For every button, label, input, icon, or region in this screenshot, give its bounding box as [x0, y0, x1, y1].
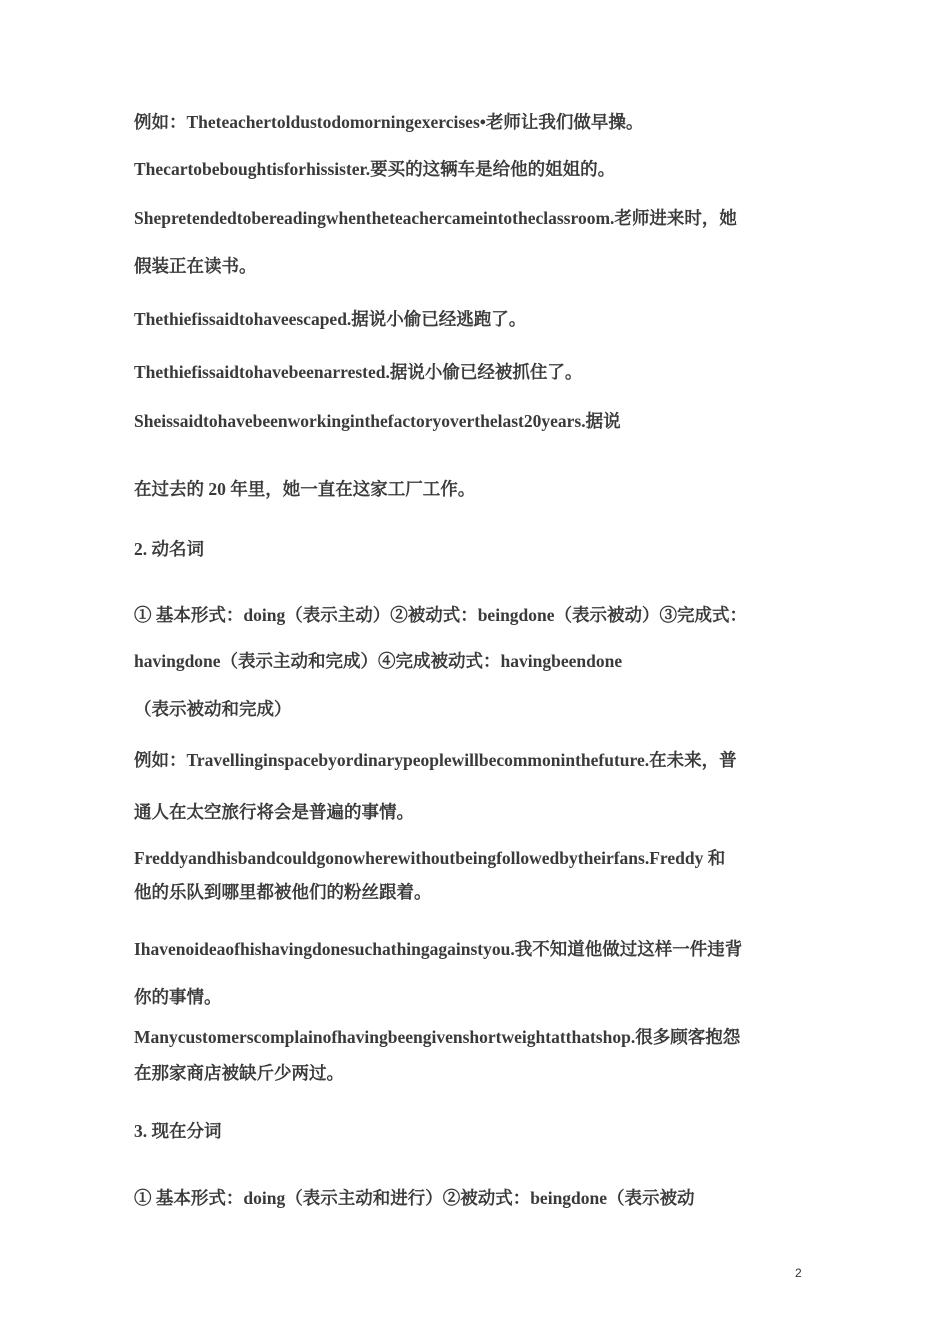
- example-line-noidea-cont: 你的事情。: [134, 987, 222, 1007]
- example-line-freddy-cont: 他的乐队到哪里都被他们的粉丝跟着。: [134, 882, 432, 902]
- example-line-travelling-cont: 通人在太空旅行将会是普遍的事情。: [134, 802, 414, 822]
- section-heading-gerund: 2. 动名词: [134, 539, 204, 559]
- example-line-infinitive-car: Thecartobeboughtisforhissister.要买的这辆车是给他的姐姐的。: [134, 159, 616, 179]
- example-line-working: Sheissaidtohavebeenworkinginthefactoryoverthelast20years.据说: [134, 411, 621, 431]
- example-line-arrested: Thethiefissaidtohavebeenarrested.据说小偷已经被抓住了。: [134, 362, 583, 382]
- example-line-travelling: 例如：Travellinginspacebyordinarypeoplewillbecommoninthefuture.在未来，普: [134, 750, 737, 770]
- example-line-customers-cont: 在那家商店被缺斤少两过。: [134, 1063, 344, 1083]
- example-line-working-cont: 在过去的 20 年里，她一直在这家工厂工作。: [134, 479, 476, 499]
- gerund-forms-line-2: havingdone（表示主动和完成）④完成被动式：havingbeendone: [134, 651, 623, 671]
- example-line-pretended-cont: 假装正在读书。: [134, 256, 257, 276]
- example-line-noidea: Ihavenoideaofhishavingdonesuchathingagainstyou.我不知道他做过这样一件违背: [134, 939, 743, 959]
- participle-forms-line-1: ① 基本形式：doing（表示主动和进行）②被动式：beingdone（表示被动: [134, 1188, 695, 1208]
- example-line-infinitive-told: 例如：Theteachertoldustodomorningexercises•老师让我们做早操。: [134, 112, 644, 132]
- example-line-customers: Manycustomerscomplainofhavingbeengivenshortweightatthatshop.很多顾客抱怨: [134, 1027, 741, 1047]
- section-heading-present-participle: 3. 现在分词: [134, 1121, 222, 1141]
- example-line-freddy: Freddyandhisbandcouldgonowherewithoutbeingfollowedbytheirfans.Freddy 和: [134, 848, 726, 868]
- gerund-forms-line-1: ① 基本形式：doing（表示主动）②被动式：beingdone（表示被动）③完成式：: [134, 605, 748, 625]
- page-number: 2: [795, 1266, 802, 1280]
- example-line-pretended: Shepretendedtobereadingwhentheteachercameintotheclassroom.老师进来时，她: [134, 208, 737, 228]
- gerund-forms-line-3: （表示被动和完成）: [134, 699, 292, 719]
- example-line-escaped: Thethiefissaidtohaveescaped.据说小偷已经逃跑了。: [134, 309, 527, 329]
